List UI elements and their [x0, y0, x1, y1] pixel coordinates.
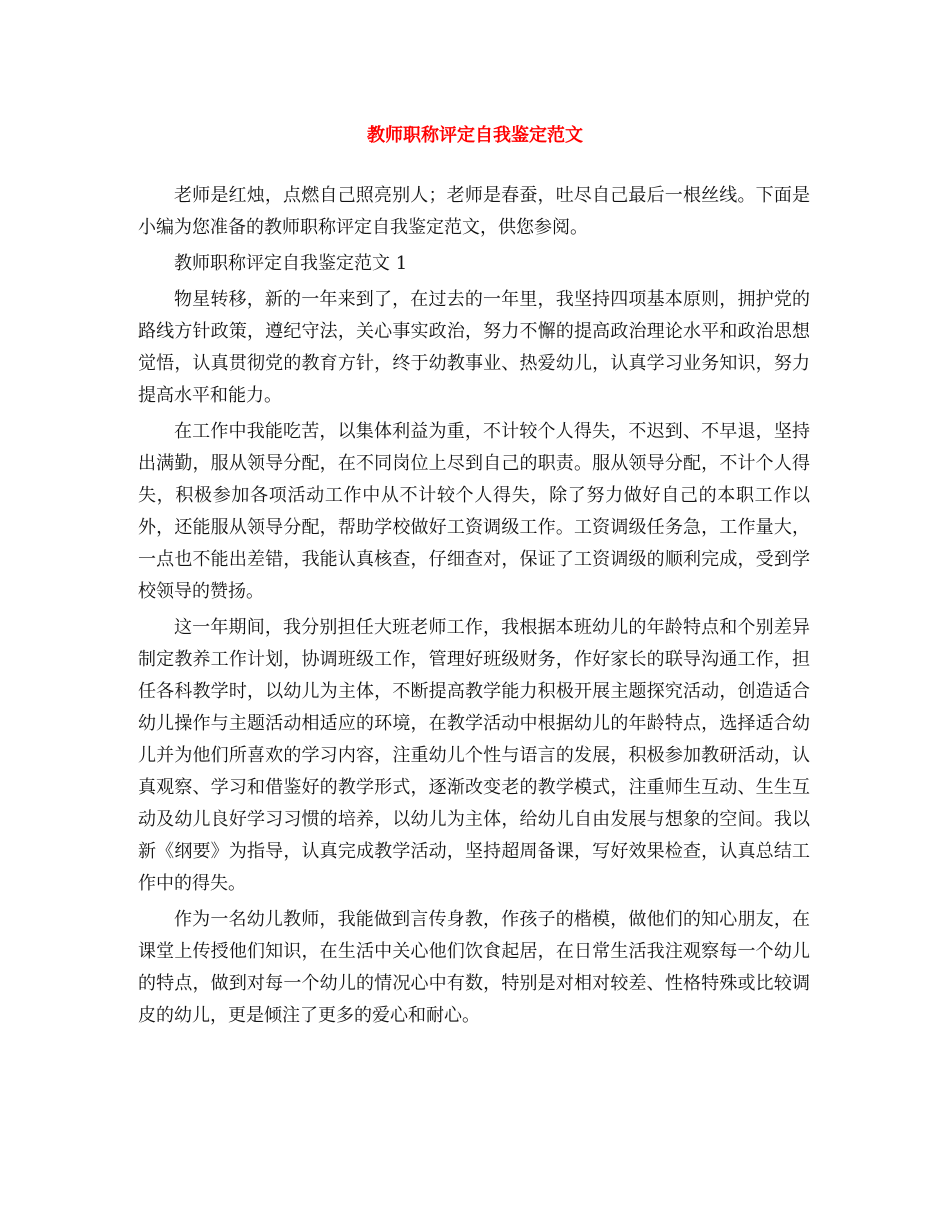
intro-paragraph: 老师是红烛，点燃自己照亮别人；老师是春蚕，吐尽自己最后一根丝线。下面是小编为您准备的教师职称评定自我鉴定范文，供您参阅。 — [138, 185, 810, 238]
body-paragraph-2: 在工作中我能吃苦，以集体利益为重，不计较个人得失，不迟到、不早退，坚持出满勤，服从领导分配，在不同岗位上尽到自己的职责。服从领导分配，不计个人得失，积极参加各项活动工作中从不计较个人得失，除了努力做好自己的本职工作以外，还能服从领导分配，帮助学校做好工资调级工作。工资调级任务急，工作量大，一点也不能出差错，我能认真核查，仔细查对，保证了工资调级的顺利完成，受到学校领导的赞扬。 — [138, 421, 810, 602]
section-subheading: 教师职称评定自我鉴定范文 1 — [174, 253, 408, 274]
body-paragraph-3: 这一年期间，我分别担任大班老师工作，我根据本班幼儿的年龄特点和个别差异制定教养工作计划，协调班级工作，管理好班级财务，作好家长的联导沟通工作，担任各科教学时，以幼儿为主体，不断提高教学能力积极开展主题探究活动，创造适合幼儿操作与主题活动相适应的环境，在教学活动中根据幼儿的年龄特点，选择适合幼儿并为他们所喜欢的学习内容，注重幼儿个性与语言的发展，积极参加教研活动，认真观察、学习和借鉴好的教学形式，逐渐改变老的教学模式，注重师生互动、生生互动及幼儿良好学习习惯的培养，以幼儿为主体，给幼儿自由发展与想象的空间。我以新《纲要》为指导，认真完成教学活动，坚持超周备课，写好效果检查，认真总结工作中的得失。 — [138, 617, 810, 894]
body-paragraph-4: 作为一名幼儿教师，我能做到言传身教，作孩子的楷模，做他们的知心朋友，在课堂上传授他们知识，在生活中关心他们饮食起居，在日常生活我注观察每一个幼儿的特点，做到对每一个幼儿的情况心中有数，特别是对相对较差、性格特殊或比较调皮的幼儿，更是倾注了更多的爱心和耐心。 — [138, 909, 810, 1026]
document-title: 教师职称评定自我鉴定范文 — [367, 125, 583, 146]
document-body — [138, 180, 810, 1036]
body-paragraph-1: 物星转移，新的一年来到了，在过去的一年里，我坚持四项基本原则，拥护党的路线方针政策，遵纪守法，关心事实政治，努力不懈的提高政治理论水平和政治思想觉悟，认真贯彻党的教育方针，终于幼教事业、热爱幼儿，认真学习业务知识，努力提高水平和能力。 — [138, 289, 810, 406]
